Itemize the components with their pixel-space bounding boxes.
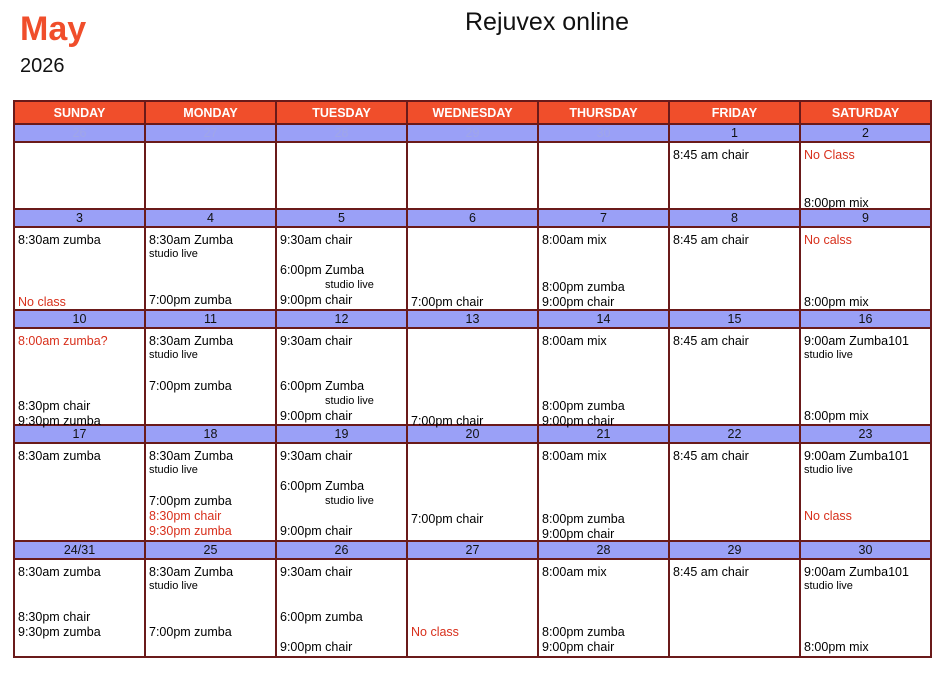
day-cell[interactable] bbox=[538, 559, 669, 657]
day-number: 30 bbox=[538, 124, 669, 142]
day-number: 22 bbox=[669, 425, 800, 443]
day-cell[interactable] bbox=[145, 142, 276, 209]
day-cell[interactable] bbox=[407, 443, 538, 541]
day-cell[interactable] bbox=[538, 328, 669, 428]
class-event: 7:00pm chair bbox=[411, 294, 484, 309]
day-cell[interactable] bbox=[407, 142, 538, 209]
weekday-wednesday: WEDNESDAY bbox=[407, 101, 538, 124]
week-number-row bbox=[14, 209, 931, 227]
class-event: 8:45 am chair bbox=[673, 449, 749, 463]
day-cell[interactable] bbox=[538, 142, 669, 209]
class-event: 8:30am Zumba bbox=[149, 565, 234, 579]
class-event: No Class bbox=[804, 148, 855, 162]
week-events-row bbox=[14, 142, 931, 209]
day-cell[interactable] bbox=[14, 328, 145, 428]
class-event: 7:00pm chair bbox=[411, 512, 484, 526]
day-number: 24/31 bbox=[14, 541, 145, 559]
class-event: 8:30am zumba bbox=[18, 233, 101, 247]
day-number: 5 bbox=[276, 209, 407, 227]
day-number: 30 bbox=[800, 541, 931, 559]
day-number: 28 bbox=[276, 124, 407, 142]
day-cell[interactable] bbox=[145, 227, 276, 310]
class-event: 9:00am Zumba101 bbox=[804, 334, 909, 348]
day-number: 7 bbox=[538, 209, 669, 227]
class-event: 9:30am chair bbox=[280, 565, 353, 579]
day-number: 26 bbox=[276, 541, 407, 559]
event-note: studio live bbox=[804, 579, 853, 592]
class-event: 8:30am zumba bbox=[18, 449, 101, 463]
event-note: studio live bbox=[149, 348, 198, 361]
event-note: studio live bbox=[804, 463, 853, 476]
class-event: 7:00pm zumba bbox=[149, 379, 232, 393]
week-number-row bbox=[14, 124, 931, 142]
event-note: studio live bbox=[149, 579, 198, 592]
day-number: 23 bbox=[800, 425, 931, 443]
class-event: 8:30pm chair bbox=[149, 509, 222, 523]
class-event: 7:00pm chair bbox=[411, 413, 484, 428]
day-number: 9 bbox=[800, 209, 931, 227]
class-event: 8:00am mix bbox=[542, 334, 607, 348]
class-event: 8:00am mix bbox=[542, 565, 607, 579]
day-number: 17 bbox=[14, 425, 145, 443]
class-event: 9:00pm chair bbox=[280, 524, 353, 538]
class-event: 8:45 am chair bbox=[673, 233, 749, 247]
month-title: May bbox=[20, 10, 87, 48]
day-cell[interactable] bbox=[14, 443, 145, 541]
day-cell[interactable] bbox=[800, 227, 931, 310]
class-event: 9:30am chair bbox=[280, 449, 353, 463]
class-event: No class bbox=[804, 509, 852, 523]
day-number: 27 bbox=[145, 124, 276, 142]
day-number: 1 bbox=[669, 124, 800, 142]
class-event: 6:00pm zumba bbox=[280, 610, 363, 624]
class-event: 8:00pm zumba bbox=[542, 279, 625, 294]
day-cell[interactable] bbox=[407, 328, 538, 428]
day-number: 29 bbox=[407, 124, 538, 142]
day-cell[interactable] bbox=[669, 443, 800, 541]
week-events-row bbox=[14, 559, 931, 657]
class-event: 9:00pm chair bbox=[542, 640, 615, 654]
class-event: 9:00am Zumba101 bbox=[804, 449, 909, 463]
class-event: No class bbox=[411, 625, 459, 639]
week-number-row bbox=[14, 541, 931, 559]
class-event: 8:45 am chair bbox=[673, 565, 749, 579]
day-number: 13 bbox=[407, 310, 538, 328]
class-event: 8:00am mix bbox=[542, 233, 607, 247]
class-event: 8:00am zumba? bbox=[18, 334, 108, 348]
class-event: 9:30pm zumba bbox=[149, 524, 232, 538]
class-event: 9:30am chair bbox=[280, 334, 353, 348]
class-event: 8:00pm zumba bbox=[542, 625, 625, 639]
day-cell[interactable] bbox=[669, 227, 800, 310]
class-event: 6:00pm Zumba bbox=[280, 263, 365, 277]
day-number: 3 bbox=[14, 209, 145, 227]
class-event: 9:30pm zumba bbox=[18, 413, 101, 428]
day-number: 14 bbox=[538, 310, 669, 328]
day-number: 27 bbox=[407, 541, 538, 559]
day-cell[interactable] bbox=[538, 443, 669, 541]
class-event: 7:00pm zumba bbox=[149, 625, 232, 639]
day-number: 2 bbox=[800, 124, 931, 142]
day-cell[interactable] bbox=[276, 559, 407, 657]
week-number-row bbox=[14, 310, 931, 328]
day-cell[interactable] bbox=[669, 142, 800, 209]
day-number: 19 bbox=[276, 425, 407, 443]
class-event: 9:00pm chair bbox=[280, 409, 353, 423]
day-cell[interactable] bbox=[407, 559, 538, 657]
event-note: studio live bbox=[149, 247, 198, 260]
day-cell[interactable] bbox=[145, 443, 276, 541]
class-event: 7:00pm zumba bbox=[149, 494, 232, 508]
day-cell[interactable] bbox=[14, 559, 145, 657]
class-event: 8:45 am chair bbox=[673, 334, 749, 348]
class-event: 9:00pm chair bbox=[280, 640, 353, 654]
day-number: 20 bbox=[407, 425, 538, 443]
class-event: 9:00am Zumba101 bbox=[804, 565, 909, 579]
class-event: 9:00pm chair bbox=[542, 413, 615, 428]
day-number: 21 bbox=[538, 425, 669, 443]
class-event: 6:00pm Zumba bbox=[280, 379, 365, 393]
weekday-saturday: SATURDAY bbox=[800, 101, 931, 124]
class-event: 9:00pm chair bbox=[542, 527, 615, 541]
day-number: 10 bbox=[14, 310, 145, 328]
day-cell[interactable] bbox=[276, 443, 407, 541]
day-number: 26 bbox=[14, 124, 145, 142]
day-cell[interactable] bbox=[145, 328, 276, 425]
event-note: studio live bbox=[804, 348, 853, 361]
day-cell[interactable] bbox=[276, 142, 407, 209]
day-cell[interactable] bbox=[800, 443, 931, 541]
day-number: 11 bbox=[145, 310, 276, 328]
class-event: 9:00pm chair bbox=[542, 294, 615, 309]
class-event: No class bbox=[18, 294, 66, 309]
class-event: 8:30am Zumba bbox=[149, 449, 234, 463]
day-number: 8 bbox=[669, 209, 800, 227]
day-cell[interactable] bbox=[800, 559, 931, 657]
day-cell[interactable] bbox=[14, 142, 145, 209]
class-event: No calss bbox=[804, 233, 852, 247]
weekday-friday: FRIDAY bbox=[669, 101, 800, 124]
class-event: 8:00am mix bbox=[542, 449, 607, 463]
event-note: studio live bbox=[149, 463, 198, 476]
class-event: 8:45 am chair bbox=[673, 148, 749, 162]
week-events-row bbox=[14, 227, 931, 310]
weekday-header-row bbox=[14, 101, 931, 124]
week-events-row bbox=[14, 328, 931, 425]
class-event: 8:00pm zumba bbox=[542, 512, 625, 526]
class-event: 8:00pm zumba bbox=[542, 398, 625, 413]
day-cell[interactable] bbox=[276, 227, 407, 310]
calendar-title: Rejuvex online bbox=[465, 8, 629, 36]
class-event: 8:30am Zumba bbox=[149, 334, 234, 348]
event-note: studio live bbox=[325, 395, 374, 407]
day-cell[interactable] bbox=[800, 142, 931, 209]
day-number: 25 bbox=[145, 541, 276, 559]
day-cell[interactable] bbox=[538, 227, 669, 310]
weekday-tuesday: TUESDAY bbox=[276, 101, 407, 124]
class-event: 8:00pm mix bbox=[804, 640, 869, 654]
day-number: 16 bbox=[800, 310, 931, 328]
weekday-monday: MONDAY bbox=[145, 101, 276, 124]
day-cell[interactable] bbox=[669, 559, 800, 657]
day-number: 15 bbox=[669, 310, 800, 328]
event-note: studio live bbox=[325, 495, 374, 507]
day-number: 12 bbox=[276, 310, 407, 328]
class-event: 8:30pm chair bbox=[18, 610, 91, 624]
day-number: 28 bbox=[538, 541, 669, 559]
day-number: 18 bbox=[145, 425, 276, 443]
class-event: 8:30am zumba bbox=[18, 565, 101, 579]
weekday-thursday: THURSDAY bbox=[538, 101, 669, 124]
class-event: 9:00pm chair bbox=[280, 293, 353, 307]
class-event: 9:30am chair bbox=[280, 233, 353, 247]
week-events-row bbox=[14, 443, 931, 541]
day-number: 4 bbox=[145, 209, 276, 227]
class-event: 7:00pm zumba bbox=[149, 293, 232, 307]
day-number: 6 bbox=[407, 209, 538, 227]
year-label: 2026 bbox=[20, 55, 65, 77]
day-cell[interactable] bbox=[14, 227, 145, 310]
week-number-row bbox=[14, 425, 931, 443]
class-event: 8:30am Zumba bbox=[149, 233, 234, 247]
event-note: studio live bbox=[325, 279, 374, 291]
day-cell[interactable] bbox=[145, 559, 276, 657]
class-event: 8:30pm chair bbox=[18, 398, 91, 413]
day-cell[interactable] bbox=[276, 328, 407, 425]
class-event: 6:00pm Zumba bbox=[280, 479, 365, 493]
class-event: 8:00pm mix bbox=[804, 196, 869, 210]
day-cell[interactable] bbox=[800, 328, 931, 425]
class-event: 8:00pm mix bbox=[804, 294, 869, 309]
class-event: 9:30pm zumba bbox=[18, 625, 101, 639]
class-event: 8:00pm mix bbox=[804, 409, 869, 423]
day-number: 29 bbox=[669, 541, 800, 559]
day-cell[interactable] bbox=[669, 328, 800, 425]
day-cell[interactable] bbox=[407, 227, 538, 310]
calendar-grid bbox=[13, 100, 932, 658]
weekday-sunday: SUNDAY bbox=[14, 101, 145, 124]
